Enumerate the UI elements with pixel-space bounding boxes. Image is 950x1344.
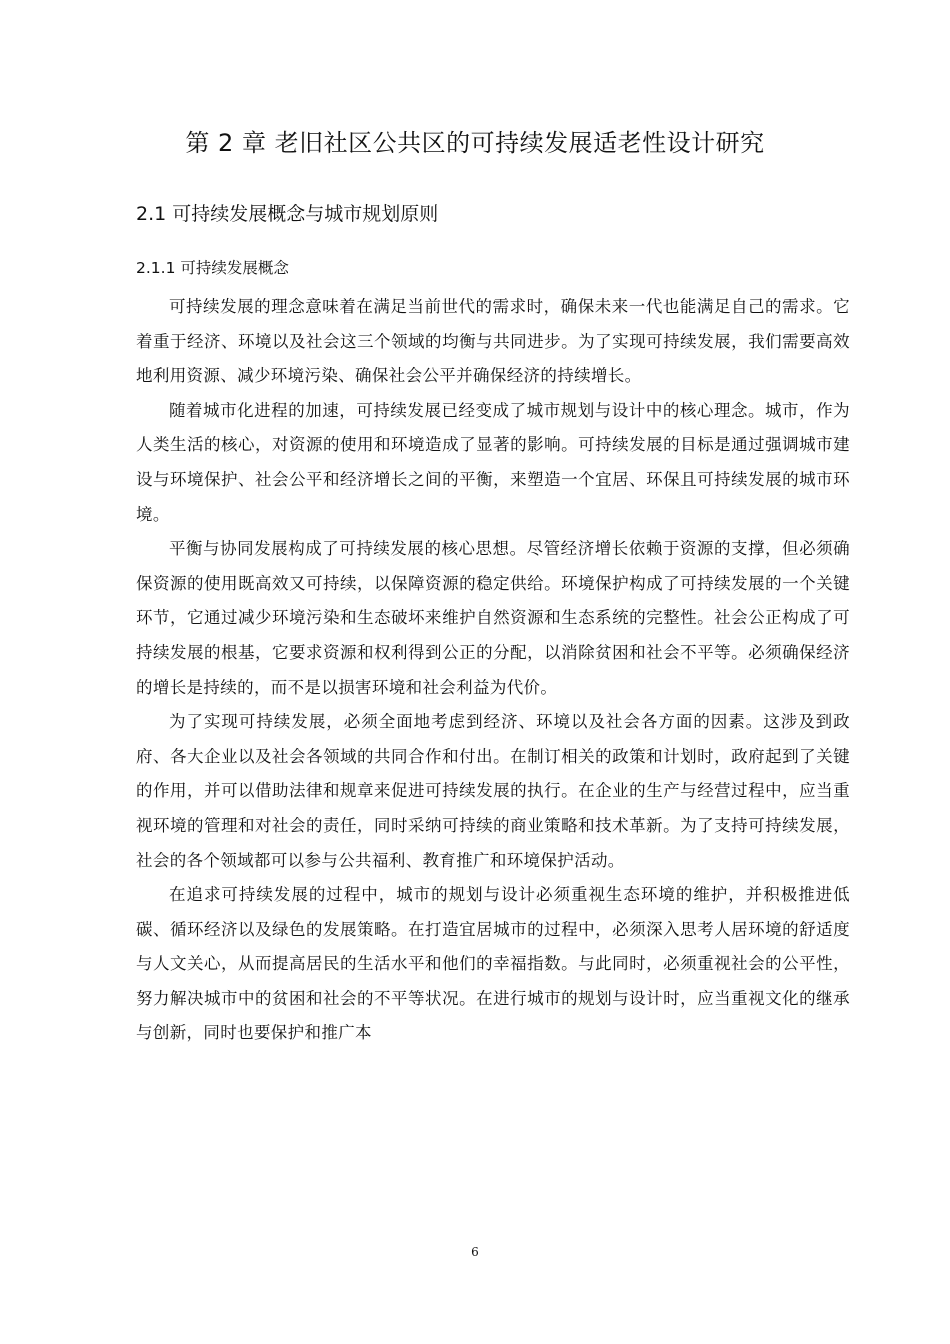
paragraph: 随着城市化进程的加速，可持续发展已经变成了城市规划与设计中的核心理念。城市，作为人类生活的核心，对资源的使用和环境造成了显著的影响。可持续发展的目标是通过强调城市建设与环境保护、社会公平和经济增长之间的平衡，来塑造一个宜居、环保且可持续发展的城市环境。 bbox=[136, 400, 850, 524]
paragraph: 在追求可持续发展的过程中，城市的规划与设计必须重视生态环境的维护，并积极推进低碳、循环经济以及绿色的发展策略。在打造宜居城市的过程中，必须深入思考人居环境的舒适度与人文关心，从而提高居民的生活水平和他们的幸福指数。与此同时，必须重视社会的公平性，努力解决城市中的贫困和社会的不平等状况。在进行城市的规划与设计时，应当重视文化的继承与创新，同时也要保护和推广本 bbox=[136, 885, 850, 1043]
section-title: 2.1 可持续发展概念与城市规划原则 bbox=[136, 203, 439, 225]
body-text bbox=[136, 290, 850, 1051]
page-number: 6 bbox=[471, 1245, 479, 1259]
paragraph: 平衡与协同发展构成了可持续发展的核心思想。尽管经济增长依赖于资源的支撑，但必须确保资源的使用既高效又可持续，以保障资源的稳定供给。环境保护构成了可持续发展的一个关键环节，它通过减少环境污染和生态破坏来维护自然资源和生态系统的完整性。社会公正构成了可持续发展的根基，它要求资源和权利得到公正的分配，以消除贫困和社会不平等。必须确保经济的增长是持续的，而不是以损害环境和社会利益为代价。 bbox=[136, 539, 850, 697]
subsection-title: 2.1.1 可持续发展概念 bbox=[136, 259, 289, 277]
chapter-title: 第 2 章 老旧社区公共区的可持续发展适老性设计研究 bbox=[185, 129, 765, 157]
paragraph: 为了实现可持续发展，必须全面地考虑到经济、环境以及社会各方面的因素。这涉及到政府、各大企业以及社会各领域的共同合作和付出。在制订相关的政策和计划时，政府起到了关键的作用，并可以借助法律和规章来促进可持续发展的执行。在企业的生产与经营过程中，应当重视环境的管理和对社会的责任，同时采纳可持续的商业策略和技术革新。为了支持可持续发展，社会的各个领域都可以参与公共福利、教育推广和环境保护活动。 bbox=[136, 712, 850, 870]
paragraph: 可持续发展的理念意味着在满足当前世代的需求时，确保未来一代也能满足自己的需求。它着重于经济、环境以及社会这三个领域的均衡与共同进步。为了实现可持续发展，我们需要高效地利用资源、减少环境污染、确保社会公平并确保经济的持续增长。 bbox=[136, 297, 850, 386]
